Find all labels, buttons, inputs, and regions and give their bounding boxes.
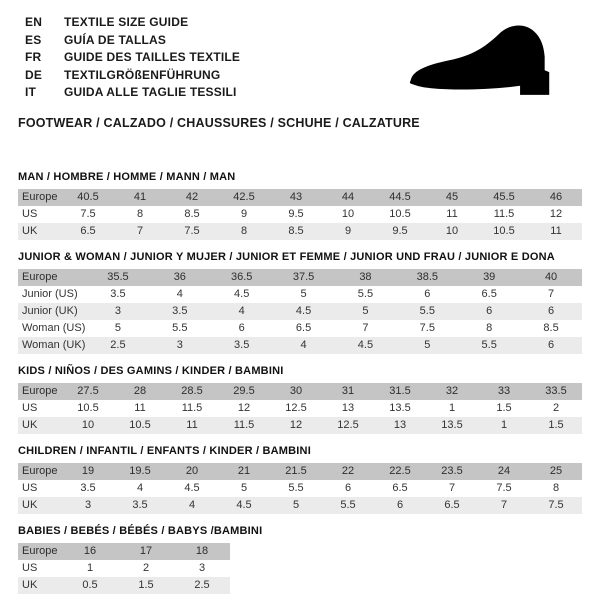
- size-cell: 12: [549, 208, 563, 220]
- size-cell: 3: [84, 499, 92, 511]
- table-title: KIDS / NIÑOS / DES GAMINS / KINDER / BAMBINI: [18, 364, 284, 377]
- size-table: [18, 463, 582, 514]
- size-cell: 5: [114, 322, 121, 334]
- table-row: [18, 206, 582, 223]
- table-title: MAN / HOMBRE / HOMME / MANN / MAN: [18, 170, 236, 183]
- size-cell: 13.5: [389, 402, 411, 414]
- language-title: TEXTILGRÖßENFÜHRUNG: [64, 67, 221, 82]
- table-title: BABIES / BEBÉS / BÉBÉS / BABYS /BAMBINI: [18, 524, 263, 537]
- table-row: [18, 286, 582, 303]
- size-cell: 8.5: [288, 225, 304, 237]
- size-cell: 23.5: [441, 465, 463, 477]
- table-row: [18, 480, 582, 497]
- size-cell: 4: [176, 288, 183, 300]
- row-label: Woman (UK): [22, 339, 86, 351]
- table-row: [18, 577, 230, 594]
- row-label: Junior (UK): [22, 305, 78, 317]
- table-row: [18, 383, 582, 400]
- size-cell: 3.5: [132, 499, 148, 511]
- size-cell: 11: [134, 402, 146, 414]
- size-cell: 21.5: [285, 465, 307, 477]
- size-cell: 5: [424, 339, 431, 351]
- size-cell: 6: [344, 482, 352, 494]
- row-label: Europe: [22, 191, 58, 203]
- size-cell: 9: [240, 208, 248, 220]
- table-row: [18, 400, 582, 417]
- size-table-section: [18, 251, 582, 354]
- size-cell: 6.5: [481, 288, 497, 300]
- size-cell: 30: [289, 385, 303, 397]
- size-cell: 5.5: [172, 322, 188, 334]
- size-cell: 32: [445, 385, 459, 397]
- table-row: [18, 543, 230, 560]
- size-cell: 8.5: [184, 208, 200, 220]
- size-cell: 8: [136, 208, 144, 220]
- size-cell: 5: [240, 482, 248, 494]
- dress-shoe-icon: [400, 22, 580, 104]
- size-cell: 7: [362, 322, 369, 334]
- size-cell: 22: [341, 465, 355, 477]
- row-label: Europe: [22, 271, 58, 283]
- size-cell: 17: [139, 545, 153, 557]
- size-cell: 5: [362, 305, 369, 317]
- size-cell: 7.5: [548, 499, 564, 511]
- size-cell: 5.5: [357, 288, 374, 300]
- table-row: [18, 560, 230, 577]
- size-cell: 3.5: [234, 339, 250, 351]
- table-row: [18, 303, 582, 320]
- size-cell: 10: [341, 208, 355, 220]
- table-row: [18, 269, 582, 286]
- size-cell: 3.5: [80, 482, 96, 494]
- size-cell: 7.5: [80, 208, 96, 220]
- size-cell: 44: [341, 191, 355, 203]
- size-cell: 40.5: [77, 191, 99, 203]
- table-row: [18, 320, 582, 337]
- size-cell: 40: [544, 271, 558, 283]
- size-cell: 1.5: [548, 419, 564, 431]
- size-cell: 8.5: [543, 322, 559, 334]
- row-label: UK: [22, 499, 38, 511]
- size-cell: 4.5: [236, 499, 252, 511]
- table-row: [18, 463, 582, 480]
- size-cell: 10.5: [129, 419, 151, 431]
- size-cell: 22.5: [389, 465, 411, 477]
- row-label: US: [22, 562, 38, 574]
- size-cell: 33.5: [545, 385, 567, 397]
- size-cell: 9.5: [392, 225, 408, 237]
- size-cell: 2.5: [110, 339, 126, 351]
- size-cell: 5: [292, 499, 300, 511]
- size-cell: 1: [86, 562, 94, 574]
- size-table: [18, 383, 582, 434]
- size-cell: 6: [486, 305, 493, 317]
- size-cell: 7: [448, 482, 456, 494]
- size-cell: 6: [424, 288, 431, 300]
- size-cell: 42: [185, 191, 199, 203]
- size-cell: 37.5: [292, 271, 315, 283]
- size-cell: 0.5: [82, 579, 98, 591]
- size-cell: 18: [195, 545, 209, 557]
- size-table-section: [18, 365, 582, 434]
- size-cell: 11: [446, 208, 458, 220]
- size-cell: 4: [300, 339, 307, 351]
- size-cell: 3: [198, 562, 206, 574]
- table-title: CHILDREN / INFANTIL / ENFANTS / KINDER / BAMBINI: [18, 444, 311, 457]
- table-row: [18, 189, 582, 206]
- size-cell: 35.5: [107, 271, 129, 283]
- size-cell: 43: [289, 191, 303, 203]
- size-cell: 2.5: [194, 579, 210, 591]
- language-code: FR: [25, 50, 42, 64]
- size-cell: 13: [393, 419, 407, 431]
- language-code: IT: [25, 85, 37, 99]
- size-cell: 12: [289, 419, 303, 431]
- size-cell: 10: [81, 419, 95, 431]
- size-cell: 9: [344, 225, 352, 237]
- table-row: [18, 417, 582, 434]
- size-cell: 19: [81, 465, 95, 477]
- size-cell: 6.5: [295, 322, 312, 334]
- size-cell: 1.5: [138, 579, 154, 591]
- size-cell: 3: [176, 339, 183, 351]
- size-cell: 45: [445, 191, 459, 203]
- size-cell: 7: [500, 499, 508, 511]
- row-label: US: [22, 208, 38, 220]
- size-cell: 7.5: [184, 225, 200, 237]
- category-title: FOOTWEAR / CALZADO / CHAUSSURES / SCHUHE / CALZATURE: [18, 115, 420, 130]
- size-cell: 3.5: [110, 288, 126, 300]
- row-label: Europe: [22, 465, 58, 477]
- size-cell: 2: [142, 562, 150, 574]
- row-label: Europe: [22, 385, 58, 397]
- size-cell: 13.5: [441, 419, 463, 431]
- table-row: [18, 497, 582, 514]
- size-cell: 28.5: [181, 385, 203, 397]
- size-cell: 1: [448, 402, 456, 414]
- size-cell: 3: [114, 305, 121, 317]
- size-cell: 4.5: [184, 482, 200, 494]
- size-cell: 6: [548, 339, 555, 351]
- size-cell: 4: [136, 482, 144, 494]
- size-cell: 4: [238, 305, 245, 317]
- size-cell: 3.5: [172, 305, 188, 317]
- size-cell: 11.5: [233, 419, 255, 431]
- size-cell: 16: [83, 545, 97, 557]
- size-table-section: [18, 445, 582, 514]
- size-cell: 39: [483, 271, 496, 283]
- row-label: UK: [22, 225, 38, 237]
- row-label: US: [22, 482, 38, 494]
- size-cell: 1.5: [496, 402, 512, 414]
- size-cell: 10: [445, 225, 459, 237]
- size-cell: 7.5: [496, 482, 512, 494]
- size-cell: 5: [300, 288, 307, 300]
- size-cell: 8: [486, 322, 493, 334]
- size-cell: 36: [173, 271, 186, 283]
- size-cell: 11: [550, 225, 562, 237]
- size-cell: 11: [186, 419, 198, 431]
- size-cell: 5.5: [288, 482, 304, 494]
- size-cell: 6: [548, 305, 555, 317]
- size-cell: 46: [549, 191, 563, 203]
- size-cell: 2: [552, 402, 560, 414]
- size-table: [18, 269, 582, 354]
- size-cell: 24: [497, 465, 511, 477]
- size-cell: 13: [341, 402, 355, 414]
- row-label: Europe: [22, 545, 58, 557]
- size-cell: 7: [548, 288, 555, 300]
- size-cell: 10.5: [493, 225, 515, 237]
- size-cell: 5.5: [419, 305, 435, 317]
- size-cell: 12: [237, 402, 251, 414]
- size-cell: 31.5: [389, 385, 411, 397]
- size-cell: 19.5: [129, 465, 151, 477]
- language-title: GUÍA DE TALLAS: [64, 32, 167, 47]
- size-cell: 44.5: [389, 191, 411, 203]
- size-cell: 25: [549, 465, 563, 477]
- size-cell: 42.5: [233, 191, 255, 203]
- size-cell: 1: [500, 419, 508, 431]
- language-title: GUIDA ALLE TAGLIE TESSILI: [64, 85, 237, 99]
- row-label: Woman (US): [22, 322, 86, 334]
- size-table-section: [18, 525, 582, 594]
- size-cell: 33: [497, 385, 511, 397]
- size-cell: 6.5: [392, 482, 408, 494]
- size-cell: 11.5: [181, 402, 203, 414]
- size-cell: 7.5: [419, 322, 435, 334]
- table-row: [18, 337, 582, 354]
- size-cell: 29.5: [233, 385, 255, 397]
- size-cell: 21: [237, 465, 251, 477]
- language-code: EN: [25, 15, 43, 29]
- size-cell: 28: [133, 385, 147, 397]
- table-row: [18, 223, 582, 240]
- size-cell: 4.5: [357, 339, 374, 351]
- size-cell: 11.5: [493, 208, 515, 220]
- row-label: US: [22, 402, 38, 414]
- size-cell: 38: [359, 271, 372, 283]
- row-label: UK: [22, 419, 38, 431]
- size-cell: 20: [185, 465, 199, 477]
- size-cell: 6.5: [444, 499, 460, 511]
- size-table-section: [18, 171, 582, 240]
- size-cell: 10.5: [389, 208, 411, 220]
- size-cell: 9.5: [288, 208, 304, 220]
- size-cell: 38.5: [416, 271, 439, 283]
- size-table: [18, 189, 582, 240]
- size-cell: 5.5: [481, 339, 497, 351]
- size-cell: 45.5: [493, 191, 515, 203]
- size-cell: 31: [341, 385, 355, 397]
- size-cell: 4.5: [295, 305, 312, 317]
- size-cell: 4.5: [234, 288, 250, 300]
- size-tables: [18, 171, 582, 594]
- row-label: Junior (US): [22, 288, 78, 300]
- size-cell: 12.5: [285, 402, 307, 414]
- size-cell: 5.5: [340, 499, 356, 511]
- size-cell: 6.5: [80, 225, 96, 237]
- language-code: ES: [25, 32, 42, 47]
- size-cell: 10.5: [77, 402, 99, 414]
- size-cell: 36.5: [230, 271, 253, 283]
- size-cell: 12.5: [337, 419, 359, 431]
- language-title: TEXTILE SIZE GUIDE: [64, 15, 189, 29]
- size-cell: 7: [136, 225, 144, 237]
- size-cell: 27.5: [77, 385, 99, 397]
- size-cell: 41: [133, 191, 147, 203]
- size-cell: 6: [396, 499, 404, 511]
- size-cell: 8: [552, 482, 560, 494]
- row-label: UK: [22, 579, 38, 591]
- table-title: JUNIOR & WOMAN / JUNIOR Y MUJER / JUNIOR ET FEMME / JUNIOR UND FRAU / JUNIOR E DONA: [18, 250, 555, 263]
- size-cell: 4: [188, 499, 196, 511]
- size-table: [18, 543, 230, 594]
- size-cell: 8: [240, 225, 248, 237]
- language-title: GUIDE DES TAILLES TEXTILE: [64, 50, 241, 64]
- size-cell: 6: [238, 322, 245, 334]
- language-code: DE: [25, 67, 43, 82]
